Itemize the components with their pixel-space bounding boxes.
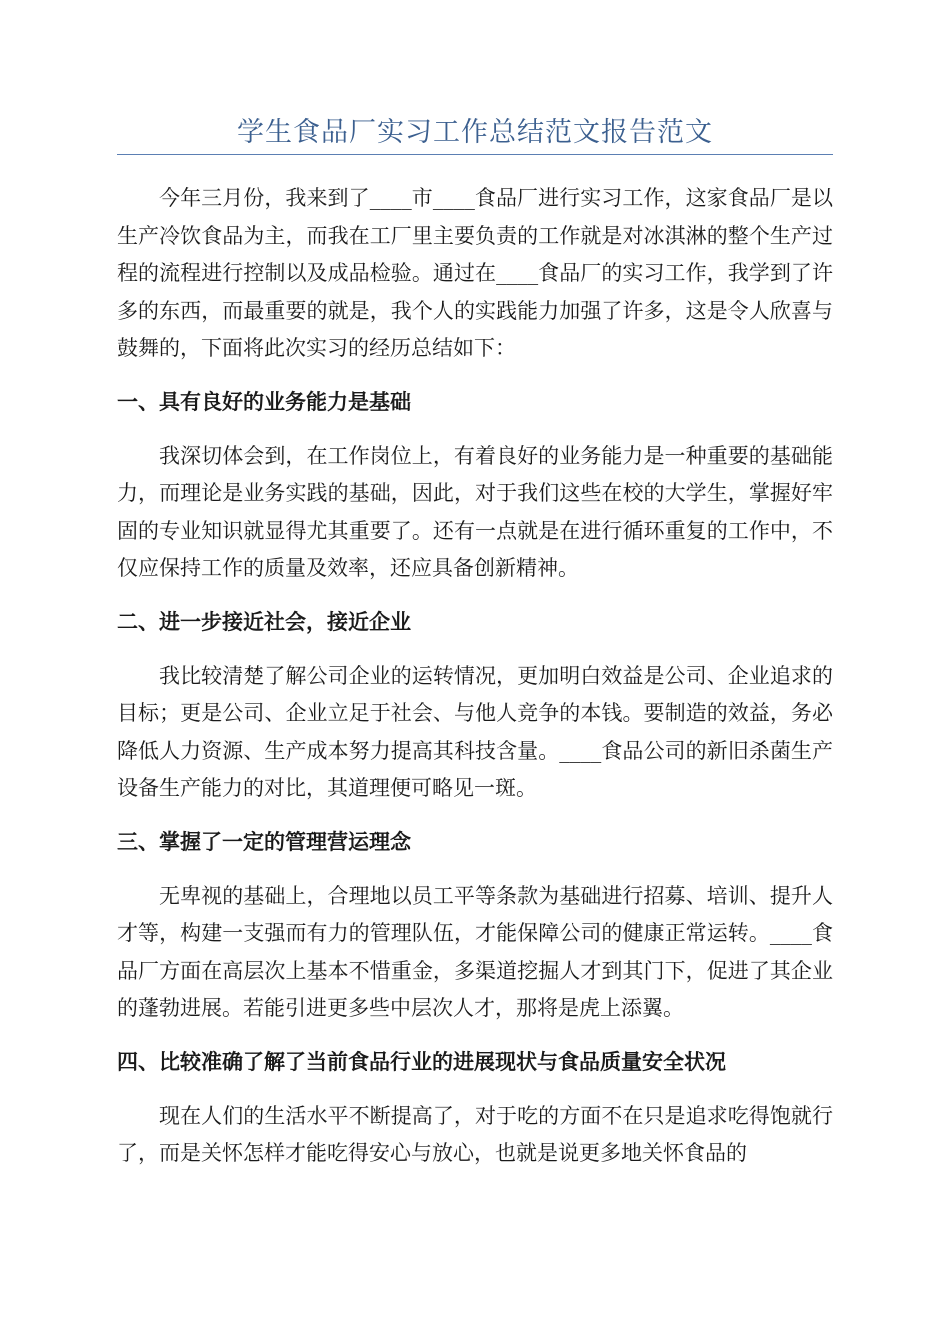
section-heading-2: 二、进一步接近社会，接近企业 [117, 609, 411, 634]
section-paragraph-1: 我深切体会到，在工作岗位上，有着良好的业务能力是一种重要的基础能力，而理论是业务实践的基础，因此，对于我们这些在校的大学生，掌握好牢固的专业知识就显得尤其重要了。还有一点就是在进行循环重复的工作中，不仅应保持工作的质量及效率，还应具备创新精神。 [117, 443, 833, 580]
title-underline [117, 154, 833, 155]
section-heading-1: 一、具有良好的业务能力是基础 [117, 389, 411, 414]
section-heading-4: 四、比较准确了解了当前食品行业的进展现状与食品质量安全状况 [117, 1049, 726, 1074]
section-heading-3: 三、掌握了一定的管理营运理念 [117, 829, 411, 854]
section-paragraph-4: 现在人们的生活水平不断提高了，对于吃的方面不在只是追求吃得饱就行了，而是关怀怎样才能吃得安心与放心，也就是说更多地关怀食品的 [117, 1103, 833, 1165]
section-paragraph-2: 我比较清楚了解公司企业的运转情况，更加明白效益是公司、企业追求的目标；更是公司、企业立足于社会、与他人竞争的本钱。要制造的效益，务必降低人力资源、生产成本努力提高其科技含量。____食品公司的新旧杀菌生产设备生产能力的对比，其道理便可略见一斑。 [117, 663, 833, 800]
document-title: 学生食品厂实习工作总结范文报告范文 [237, 117, 713, 148]
document-page [117, 0, 833, 1173]
section-paragraph-3: 无卑视的基础上，合理地以员工平等条款为基础进行招募、培训、提升人才等，构建一支强而有力的管理队伍，才能保障公司的健康正常运转。____食品厂方面在高层次上基本不惜重金，多渠道挖掘人才到其门下，促进了其企业的蓬勃进展。若能引进更多些中层次人才，那将是虎上添翼。 [117, 883, 833, 1020]
intro-paragraph: 今年三月份，我来到了____市____食品厂进行实习工作，这家食品厂是以生产冷饮食品为主，而我在工厂里主要负责的工作就是对冰淇淋的整个生产过程的流程进行控制以及成品检验。通过在____食品厂的实习工作，我学到了许多的东西，而最重要的就是，我个人的实践能力加强了许多，这是令人欣喜与鼓舞的，下面将此次实习的经历总结如下： [117, 186, 833, 360]
